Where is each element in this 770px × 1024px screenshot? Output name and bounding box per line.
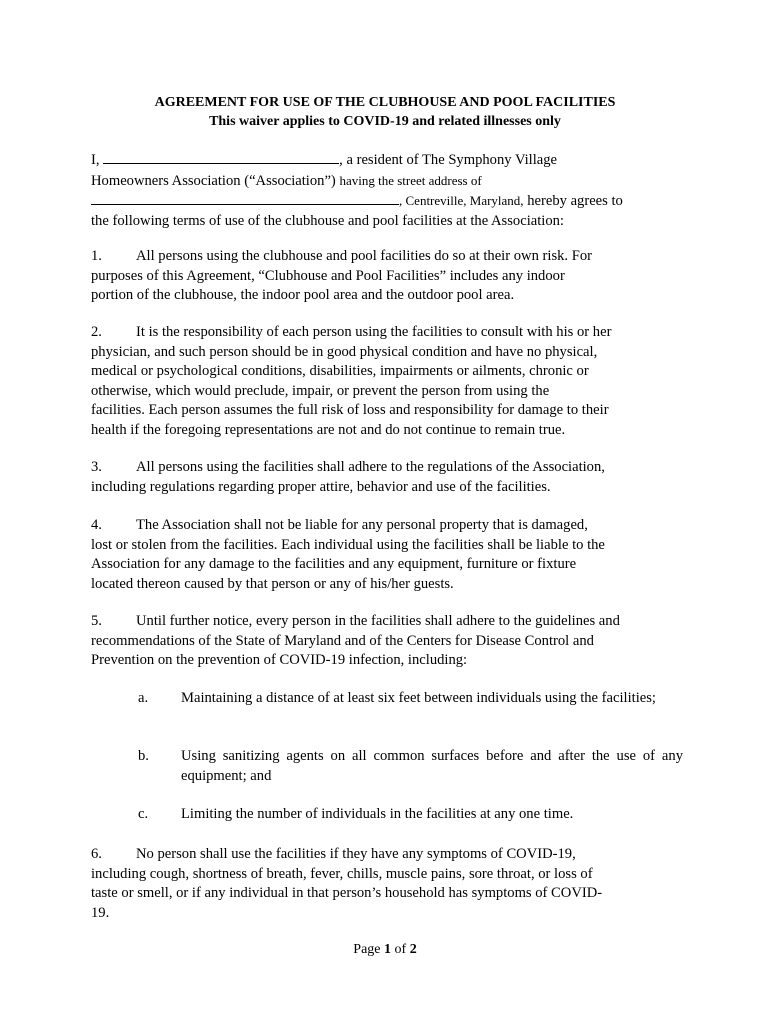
intro-line-2: Homeowners Association (“Association”) having the street address of xyxy=(91,172,482,189)
subitem-letter: a. xyxy=(138,690,149,706)
item-number: 4. xyxy=(91,517,102,533)
subitem-text: Using sanitizing agents on all common surfaces before and after the use of any equipment; and xyxy=(181,748,683,784)
item-4: 4. The Association shall not be liable for any personal property that is damaged, lost or stolen from the facilities. Each individual using the facilities shall be liable to the Association for any damage to the facilities and any equipment, furniture or fixture located thereon caused by that person or any of his/her guests. xyxy=(91,517,605,592)
item-3: 3. All persons using the facilities shall adhere to the regulations of the Association, including regulations regarding proper attire, behavior and use of the facilities. xyxy=(91,459,605,495)
page-footer: Page 1 of 2 xyxy=(353,942,417,957)
document-subtitle: This waiver applies to COVID-19 and related illnesses only xyxy=(209,114,561,129)
item-number: 3. xyxy=(91,459,102,475)
item-6: 6. No person shall use the facilities if they have any symptoms of COVID-19, including cough, shortness of breath, fever, chills, muscle pains, sore throat, or loss of taste or smell, or if any individual in that person’s household has symptoms of COVID- 19. xyxy=(91,846,603,921)
subitem-text: Limiting the number of individuals in the facilities at any one time. xyxy=(181,806,574,822)
page-number: 1 xyxy=(384,942,392,957)
intro-line-4: the following terms of use of the clubhouse and pool facilities at the Association: xyxy=(91,212,564,229)
item-5: 5. Until further notice, every person in the facilities shall adhere to the guidelines and recommendations of the State of Maryland and of the Centers for Disease Control and Prevention on the prevention of COVID-19 infection, including: xyxy=(91,613,620,668)
page-total: 2 xyxy=(409,942,417,957)
name-blank-field[interactable] xyxy=(103,150,339,164)
item-number: 6. xyxy=(91,846,102,862)
subitem-text: Maintaining a distance of at least six feet between individuals using the facilities; xyxy=(181,690,656,706)
address-blank-field[interactable] xyxy=(91,191,399,205)
document-title: AGREEMENT FOR USE OF THE CLUBHOUSE AND POOL FACILITIES xyxy=(154,95,616,110)
item-2: 2. It is the responsibility of each person using the facilities to consult with his or her physician, and such person should be in good physical condition and have no physical, medical or psychological conditions, disabilities, impairments or ailments, chronic or otherwise, which would preclude, impair, or prevent the person from using the facilities. Each person assumes the full risk of loss and responsibility for damage to their health if the foregoing representations are not and do not continue to remain true. xyxy=(91,324,612,438)
item-number: 5. xyxy=(91,613,102,629)
subitem-c xyxy=(138,805,683,825)
subitem-a xyxy=(138,689,683,709)
item-number: 2. xyxy=(91,324,102,340)
subitem-letter: c. xyxy=(138,806,149,822)
item-1: 1. All persons using the clubhouse and pool facilities do so at their own risk. For purposes of this Agreement, “Clubhouse and Pool Facilities” includes any indoor portion of the clubhouse, the indoor pool area and the outdoor pool area. xyxy=(91,248,592,303)
intro-line-3: , Centreville, Maryland, hereby agrees to xyxy=(91,191,681,212)
intro-line-1: I, , a resident of The Symphony Village xyxy=(91,152,558,168)
intro-paragraph xyxy=(91,150,681,231)
subitem-b xyxy=(138,747,683,786)
subitem-letter: b. xyxy=(138,748,149,764)
item-number: 1. xyxy=(91,248,102,264)
